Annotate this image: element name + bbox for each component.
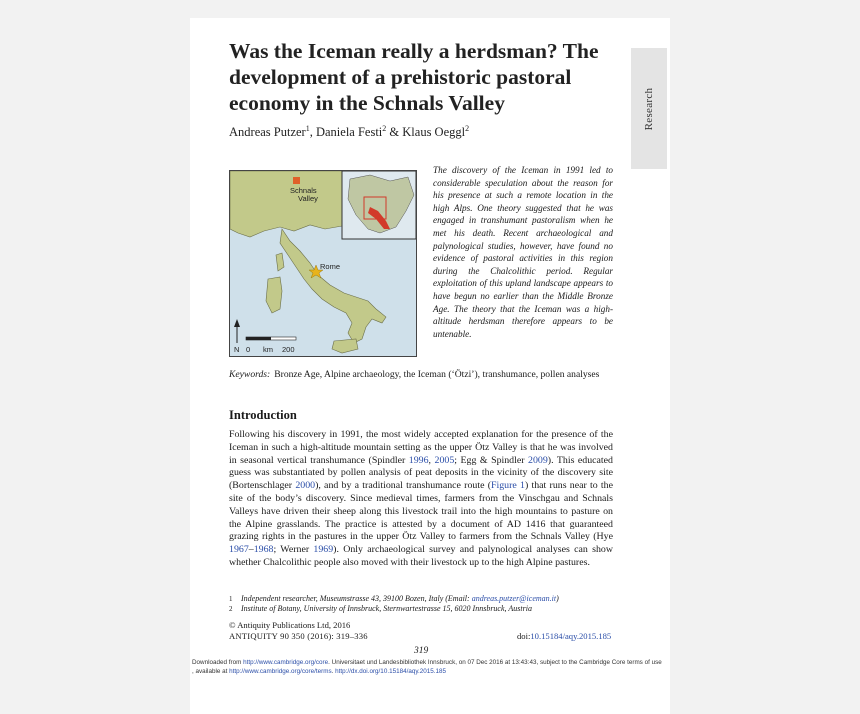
page-number: 319 <box>414 646 429 656</box>
scale-zero: 0 <box>246 345 251 354</box>
scale-unit: km <box>263 345 273 354</box>
author-list <box>229 124 469 140</box>
citation-link[interactable]: 1967 <box>229 544 249 556</box>
footnote-number: 1 <box>229 595 233 603</box>
citation-link[interactable]: 2009 <box>528 454 548 466</box>
citation-link[interactable]: 2005 <box>434 454 455 466</box>
author-separator: , <box>309 125 316 140</box>
keywords <box>229 369 613 381</box>
footnote <box>229 604 613 614</box>
section-tab-label: Research <box>643 87 655 130</box>
site-marker <box>293 177 300 184</box>
map-figure <box>230 171 416 356</box>
map-label-schnals: Schnals <box>290 186 317 195</box>
intro-paragraph <box>229 429 613 570</box>
download-text-a: Downloaded from <box>192 659 244 666</box>
location-map <box>229 170 417 357</box>
download-text-b: . Universitaet und Landesbibliothek Innsbruck, on 07 Dec 2016 at 13:43:43, subject to the Cambridge Core terms of use <box>328 659 662 666</box>
footnote-text: Institute of Botany, University of Innsbruck, Sternwartestrasse 15, 6020 Innsbruck, Austria <box>241 604 532 613</box>
doi-link[interactable]: 10.15184/aqy.2015.185 <box>530 631 612 641</box>
map-label-valley: Valley <box>298 194 318 203</box>
section-heading: Introduction <box>229 408 297 422</box>
article-title: Was the Iceman really a herdsman? The development of a prehistoric pastoral economy in the Schnals Valley <box>229 39 599 115</box>
footnote <box>229 594 613 604</box>
body-text-segment: ), and by a traditional transhumance route ( <box>315 480 491 492</box>
download-text-d: . <box>331 668 336 675</box>
doi-url-link[interactable]: http://dx.doi.org/10.15184/aqy.2015.185 <box>335 668 447 675</box>
body-text-segment: ). Only archaeological survey and palynological analyses can show whether Chalcolithic people also moved with their livestock up to the high Alpine pastures. <box>229 544 613 568</box>
citation-link[interactable]: Figure 1 <box>491 480 525 492</box>
author-name: Klaus Oeggl <box>402 125 466 140</box>
footnotes <box>229 594 613 614</box>
citation-link[interactable]: 2000 <box>295 480 316 492</box>
inset-map <box>342 171 416 239</box>
body-text-segment: – <box>248 544 254 556</box>
download-notice <box>192 658 672 676</box>
citation-link[interactable]: 1996 <box>408 454 429 466</box>
copyright-line: © Antiquity Publications Ltd, 2016 <box>229 620 351 630</box>
keywords-label: Keywords: <box>229 369 271 380</box>
doi <box>517 631 611 641</box>
author-name: Andreas Putzer <box>229 125 306 140</box>
cambridge-core-link[interactable]: http://www.cambridge.org/core <box>243 659 329 666</box>
body-text-segment: , <box>428 454 435 466</box>
keywords-text: Bronze Age, Alpine archaeology, the Iceman (‘Ötzi’), transhumance, pollen analyses <box>274 369 600 380</box>
body-text-segment: ). This educated guess was substantiated by pollen analysis of peat deposits in the vicinity of the discovery site (Bortenschlager <box>229 454 613 492</box>
journal-reference: ANTIQUITY 90 350 (2016): 319–336 <box>229 631 368 641</box>
author-affiliation-mark: 1 <box>305 124 310 133</box>
download-text-c: , available at <box>192 668 230 675</box>
citation-link[interactable]: 1968 <box>253 544 274 556</box>
doi-prefix: doi: <box>517 631 531 641</box>
north-label: N <box>234 345 240 354</box>
body-text-segment: Following his discovery in 1991, the most widely accepted explanation for the presence of the Iceman in such a high-altitude mountain setting as the upper Ötz Valley is that he was involved in seasonal vertical transhumance (Spindler <box>229 429 613 466</box>
footnote-text: Independent researcher, Museumstrasse 43, 39100 Bozen, Italy (Email: andreas.putzer@iceman.it) <box>241 594 559 603</box>
author-separator: & <box>386 125 403 140</box>
terms-link[interactable]: http://www.cambridge.org/core/terms <box>229 668 332 675</box>
footnote-number: 2 <box>229 605 233 613</box>
body-text-segment: ; Werner <box>273 544 314 556</box>
body-text-segment: ) that runs near to the site of the body’s discovery. Since medieval times, farmers from the Vinschgau and Schnals Valleys have driven their sheep along this livestock trail into the high mountains to pasture on the Alpine grasslands. The practice is attested by a document of AD 1416 that guaranteed grazing rights in the pastures in the upper Ötz Valley to farmers from the Schnals Valley (Hye <box>229 480 613 543</box>
body-text-segment: ; Egg & Spindler <box>454 454 529 466</box>
abstract: The discovery of the Iceman in 1991 led to considerable speculation about the reason for his presence at such a remote location in the high Alps. One theory suggested that he was engaged in transhumant pastoralism when he met his death. Recent archaeological and palynological studies, however, have found no evidence of pastoral activities in this region during the Chalcolithic period. Regular exploitation of this upland landscape appears to have begun no earlier than the Middle Bronze Age. The theory that the Iceman was a high-altitude herdsman therefore appears to be untenable. <box>433 165 613 339</box>
map-label-rome: Rome <box>320 262 341 271</box>
author-affiliation-mark: 2 <box>382 124 387 133</box>
scale-bar <box>246 337 296 340</box>
scale-max: 200 <box>282 345 295 354</box>
citation-link[interactable]: 1969 <box>313 544 334 556</box>
author-affiliation-mark: 2 <box>465 124 470 133</box>
email-link[interactable]: andreas.putzer@iceman.it <box>471 594 557 603</box>
author-name: Daniela Festi <box>315 125 383 140</box>
section-tab <box>631 48 667 169</box>
map-land-north <box>230 171 342 237</box>
